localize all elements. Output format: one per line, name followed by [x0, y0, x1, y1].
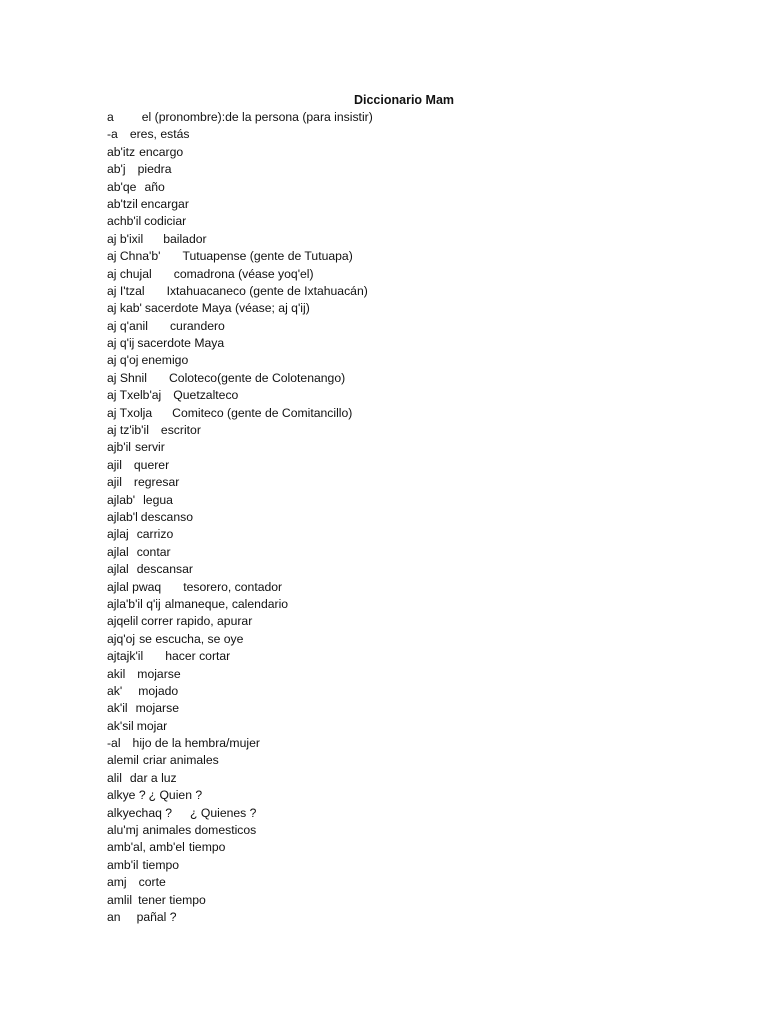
dictionary-entry — [107, 822, 667, 839]
dictionary-entry — [107, 613, 667, 630]
entry-definition: año — [144, 179, 165, 194]
entry-term: aj Shnil — [107, 370, 147, 385]
entry-term: ajq'oj — [107, 631, 136, 646]
dictionary-entry — [107, 213, 667, 230]
dictionary-entry — [107, 335, 667, 352]
entry-definition: tener tiempo — [138, 892, 206, 907]
entry-definition: descansar — [136, 562, 193, 577]
entry-term: ajlaj — [107, 527, 129, 542]
document-title-text: Diccionario Mam — [353, 93, 455, 107]
dictionary-entry — [107, 370, 667, 387]
entry-term: ak'il — [107, 701, 128, 716]
entry-definition: se escucha, se oye — [139, 631, 244, 646]
entry-term: aj b'ixil — [107, 231, 144, 246]
entry-term: alu'mj — [107, 823, 139, 838]
dictionary-entry — [107, 492, 667, 509]
entry-definition: eres, estás — [129, 127, 190, 142]
entry-term: -a — [107, 127, 118, 142]
entry-term: ab'qe — [107, 179, 137, 194]
dictionary-entry — [107, 839, 667, 856]
entry-definition: hijo de la hembra/mujer — [132, 736, 260, 751]
document-title — [0, 92, 768, 109]
dictionary-entry — [107, 526, 667, 543]
entry-definition: pañal ? — [136, 909, 177, 924]
entry-definition: descanso — [140, 509, 193, 524]
entry-term: aj q'anil — [107, 318, 148, 333]
entry-definition: encargar — [140, 196, 189, 211]
dictionary-entry — [107, 318, 667, 335]
entry-definition: mojar — [136, 718, 168, 733]
dictionary-entry — [107, 874, 667, 891]
dictionary-entry — [107, 561, 667, 578]
dictionary-entry — [107, 735, 667, 752]
entry-term: aj Txolja — [107, 405, 153, 420]
dictionary-entry — [107, 666, 667, 683]
entry-term: ajla'b'il q'ij — [107, 596, 161, 611]
entry-definition: codiciar — [144, 214, 187, 229]
dictionary-entry — [107, 909, 667, 926]
entry-definition: regresar — [133, 475, 180, 490]
entry-term: ajqelil — [107, 614, 139, 629]
entry-term: aj chujal — [107, 266, 152, 281]
entry-definition: tiempo — [188, 840, 226, 855]
entry-term: ajlal — [107, 562, 129, 577]
dictionary-entry — [107, 405, 667, 422]
dictionary-entry — [107, 248, 667, 265]
entry-definition: tesorero, contador — [183, 579, 283, 594]
entry-term: amlil — [107, 892, 133, 907]
dictionary-entry — [107, 683, 667, 700]
dictionary-entry — [107, 648, 667, 665]
dictionary-entry — [107, 196, 667, 213]
entry-definition: almaneque, calendario — [164, 596, 289, 611]
entry-term: ab'tzil — [107, 196, 138, 211]
dictionary-entry — [107, 422, 667, 439]
entry-term: ajlab'l — [107, 509, 138, 524]
entry-definition: correr rapido, apurar — [141, 614, 253, 629]
dictionary-entry — [107, 474, 667, 491]
dictionary-entry — [107, 770, 667, 787]
entry-definition: criar animales — [142, 753, 219, 768]
dictionary-entry — [107, 700, 667, 717]
entry-definition: mojado — [138, 683, 179, 698]
entry-term: achb'il — [107, 214, 142, 229]
entry-term: ajlal pwaq — [107, 579, 162, 594]
entry-term: aj q'ij — [107, 336, 135, 351]
entry-definition: Quetzalteco — [173, 388, 239, 403]
entry-definition: sacerdote Maya (véase; aj q'ij) — [144, 301, 310, 316]
entry-term: amj — [107, 875, 127, 890]
entry-definition: mojarse — [135, 701, 179, 716]
dictionary-entry — [107, 787, 667, 804]
entry-term: alemil — [107, 753, 139, 768]
dictionary-entry — [107, 144, 667, 161]
entry-term: ajil — [107, 457, 122, 472]
entry-definition: Tutuapense (gente de Tutuapa) — [182, 249, 353, 264]
entry-definition: Ixtahuacaneco (gente de Ixtahuacán) — [166, 283, 368, 298]
dictionary-entry-list — [107, 109, 667, 926]
dictionary-entry — [107, 300, 667, 317]
entry-definition: corte — [138, 875, 166, 890]
entry-definition: tiempo — [142, 857, 180, 872]
entry-term: aj tz'ib'il — [107, 423, 149, 438]
entry-term: a — [107, 110, 114, 124]
dictionary-entry — [107, 439, 667, 456]
entry-term: ajlab' — [107, 492, 136, 507]
entry-term: aj kab' — [107, 301, 142, 316]
entry-definition: servir — [135, 440, 165, 455]
entry-definition: mojarse — [137, 666, 181, 681]
dictionary-entry — [107, 596, 667, 613]
entry-definition: Coloteco(gente de Colotenango) — [168, 370, 346, 385]
entry-term: alkye ? — [107, 788, 146, 803]
entry-term: ajil — [107, 475, 122, 490]
entry-definition: ¿ Quien ? — [148, 788, 203, 803]
dictionary-entry — [107, 857, 667, 874]
entry-definition: comadrona (véase yoq'el) — [173, 266, 314, 281]
dictionary-entry — [107, 231, 667, 248]
entry-term: amb'il — [107, 857, 139, 872]
entry-definition: sacerdote Maya — [137, 336, 225, 351]
entry-definition: escritor — [160, 423, 201, 438]
entry-definition: carrizo — [136, 527, 174, 542]
entry-term: ajb'il — [107, 440, 132, 455]
dictionary-entry — [107, 892, 667, 909]
dictionary-entry — [107, 387, 667, 404]
entry-term: amb'al, amb'el — [107, 840, 185, 855]
entry-term: aj I'tzal — [107, 283, 145, 298]
entry-term: aj Chna'b' — [107, 249, 161, 264]
entry-definition: querer — [133, 457, 170, 472]
dictionary-entry — [107, 283, 667, 300]
entry-definition: legua — [143, 492, 173, 507]
entry-term: alil — [107, 770, 122, 785]
entry-definition: contar — [136, 544, 171, 559]
entry-definition: animales domesticos — [142, 823, 257, 838]
entry-definition: ¿ Quienes ? — [190, 805, 257, 820]
entry-definition: piedra — [137, 162, 172, 177]
dictionary-entry — [107, 126, 667, 143]
entry-term: ak'sil — [107, 718, 134, 733]
entry-definition: encargo — [139, 144, 184, 159]
entry-term: ab'j — [107, 162, 126, 177]
dictionary-entry — [107, 805, 667, 822]
dictionary-entry — [107, 718, 667, 735]
entry-definition: bailador — [163, 231, 207, 246]
entry-term: ajtajk'il — [107, 649, 144, 664]
dictionary-entry — [107, 631, 667, 648]
entry-term: alkyechaq ? — [107, 805, 173, 820]
entry-term: ab'itz — [107, 144, 136, 159]
entry-term: akil — [107, 666, 126, 681]
entry-definition: curandero — [169, 318, 225, 333]
dictionary-entry — [107, 544, 667, 561]
entry-definition: dar a luz — [129, 770, 177, 785]
entry-definition: hacer cortar — [165, 649, 231, 664]
entry-term: an — [107, 909, 121, 924]
entry-definition: Comiteco (gente de Comitancillo) — [172, 405, 353, 420]
dictionary-entry — [107, 752, 667, 769]
entry-term: ajlal — [107, 544, 129, 559]
dictionary-entry — [107, 266, 667, 283]
entry-term: -al — [107, 736, 121, 751]
dictionary-entry — [107, 457, 667, 474]
dictionary-entry — [107, 109, 667, 126]
dictionary-entry — [107, 509, 667, 526]
entry-definition: el (pronombre):de la persona (para insistir) — [141, 110, 373, 124]
entry-term: ak' — [107, 683, 123, 698]
entry-term: aj Txelb'aj — [107, 388, 162, 403]
dictionary-entry — [107, 579, 667, 596]
dictionary-entry — [107, 161, 667, 178]
dictionary-entry — [107, 179, 667, 196]
entry-definition: enemigo — [141, 353, 189, 368]
dictionary-entry — [107, 352, 667, 369]
entry-term: aj q'oj — [107, 353, 139, 368]
